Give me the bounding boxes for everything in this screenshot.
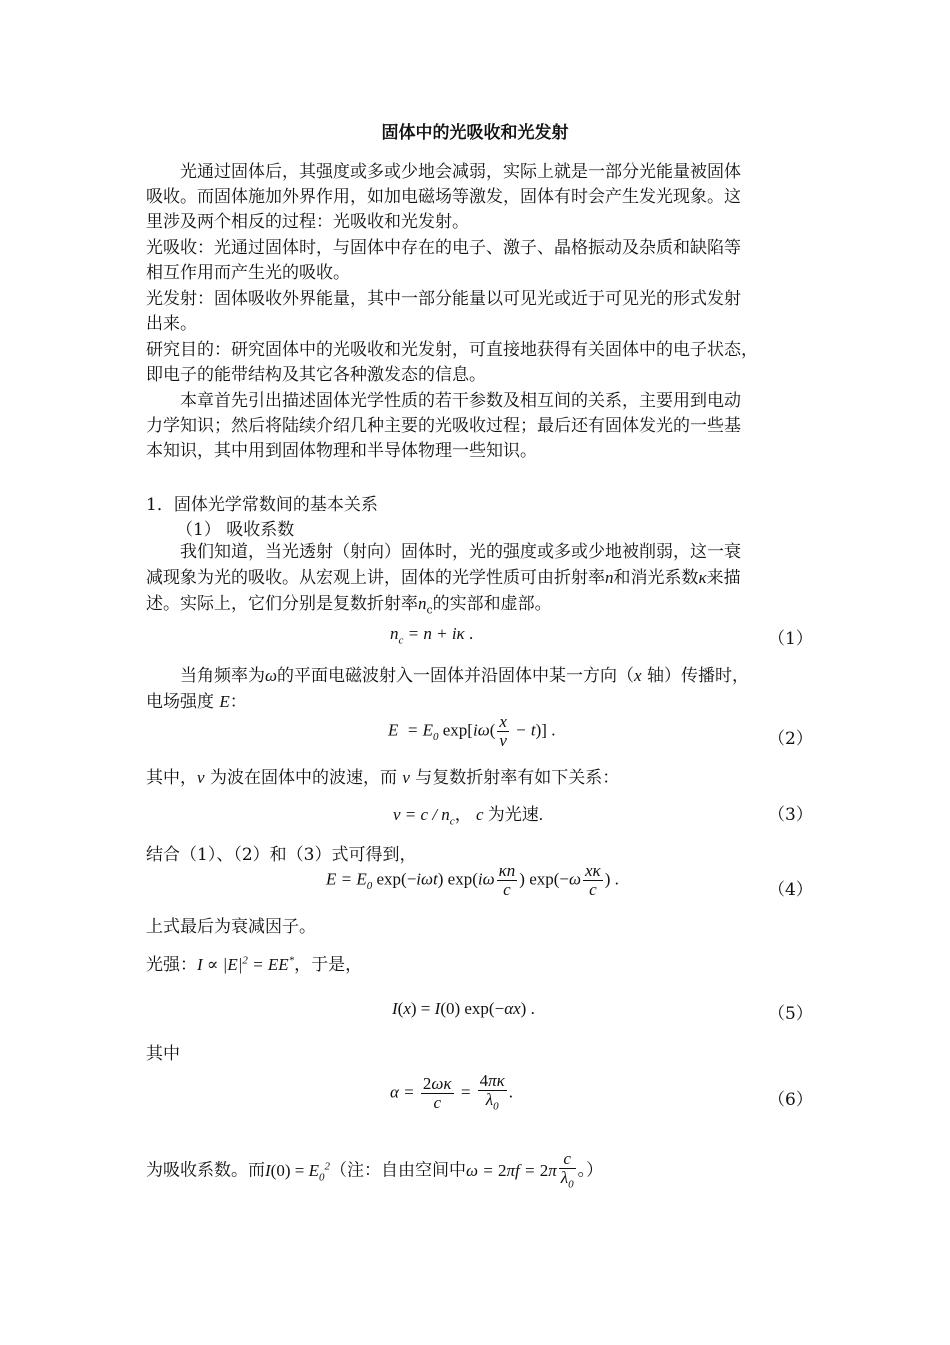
equation-1: $n_c = n + i\kappa$ . xyxy=(390,624,474,647)
text-line: 减现象为光的吸收。从宏观上讲，固体的光学性质可由折射率n和消光系数κ来描 xyxy=(146,568,741,588)
subsection-heading: （1） 吸收系数 xyxy=(176,520,295,540)
text-line: 其中 xyxy=(146,1044,180,1064)
equation-2: $E = E_0$ exp[iω( $\frac{x}{v}$ − t)] . xyxy=(388,712,556,750)
wave-paragraph xyxy=(146,663,810,715)
equation-number: （3） xyxy=(768,805,813,825)
text-line: 当角频率为ω的平面电磁波射入一固体并沿固体中某一方向（x 轴）传播时， xyxy=(180,666,749,686)
text-line: 我们知道，当光透射（射向）固体时，光的强度或多或少地被削弱，这一衰 xyxy=(180,542,741,562)
intensity-line: 光强：$I \propto |E|^2 = EE^*$，于是， xyxy=(146,954,363,975)
text-line: 结合（1）、（2）和（3）式可得到， xyxy=(146,845,417,865)
text-line: 本章首先引出描述固体光学性质的若干参数及相互间的关系，主要用到电动 xyxy=(180,391,741,411)
text-line: 光发射：固体吸收外界能量，其中一部分能量以可见光或近于可见光的形式发射 xyxy=(146,289,741,309)
text-line: 电场强度 E： xyxy=(146,692,247,712)
absorption-paragraph xyxy=(146,540,810,622)
equation-number: （4） xyxy=(768,880,813,900)
emission-definition xyxy=(146,287,810,337)
equation-number: （5） xyxy=(768,1004,813,1024)
absorption-coefficient-line: 为吸收系数。而$I(0) = E_0^2$（注：自由空间中ω = 2πf = 2π $\frac{c}{\lambda_0}$ 。） xyxy=(146,1149,604,1191)
text-line: 其中，v 为波在固体中的波速，而 v 与复数折射率有如下关系： xyxy=(146,768,620,788)
text-line: 里涉及两个相反的过程：光吸收和光发射。 xyxy=(146,212,469,232)
equation-3: $v = c / n_c$， c 为光速. xyxy=(393,805,543,828)
chapter-overview xyxy=(146,389,810,464)
absorption-definition xyxy=(146,236,810,286)
equation-number: （6） xyxy=(768,1090,813,1110)
equation-number: （2） xyxy=(768,729,813,749)
text-line: 述。实际上，它们分别是复数折射率$n_c$的实部和虚部。 xyxy=(146,594,552,617)
text-line: 相互作用而产生光的吸收。 xyxy=(146,263,350,283)
text-line: 出来。 xyxy=(146,314,197,334)
research-purpose xyxy=(146,338,810,388)
text-line: 吸收。而固体施加外界作用，如加电磁场等激发，固体有时会产生发光现象。这 xyxy=(146,187,741,207)
equation-4: $E = E_0$ exp(−iωt) exp(iω $\frac{\kappa n}{c}$ ) exp(−ω $\frac{x\kappa}{c}$ ) . xyxy=(326,861,619,899)
equation-5: I(x) = I(0) exp(−αx) . xyxy=(392,999,535,1018)
text-line: 力学知识；然后将陆续介绍几种主要的光吸收过程；最后还有固体发光的一些基 xyxy=(146,416,741,436)
page-title: 固体中的光吸收和光发射 xyxy=(381,123,569,143)
text-line: 上式最后为衰减因子。 xyxy=(146,917,316,937)
text-line: 光吸收：光通过固体时，与固体中存在的电子、激子、晶格振动及杂质和缺陷等 xyxy=(146,238,741,258)
equation-number: （1） xyxy=(768,629,813,649)
velocity-paragraph xyxy=(146,765,810,791)
text-line: 本知识，其中用到固体物理和半导体物理一些知识。 xyxy=(146,441,537,461)
text-line: 光通过固体后，其强度或多或少地会减弱，实际上就是一部分光能量被固体 xyxy=(180,162,741,182)
text-line: 即电子的能带结构及其它各种激发态的信息。 xyxy=(146,365,486,385)
equation-6: α = $\frac{2\omega\kappa}{c}$ = $\frac{4\pi\kappa}{\lambda_0}$ . xyxy=(390,1071,513,1113)
text-line: 研究目的：研究固体中的光吸收和光发射，可直接地获得有关固体中的电子状态， xyxy=(146,340,758,360)
intro-paragraph xyxy=(146,160,810,235)
section-heading: 1．固体光学常数间的基本关系 xyxy=(146,495,378,515)
